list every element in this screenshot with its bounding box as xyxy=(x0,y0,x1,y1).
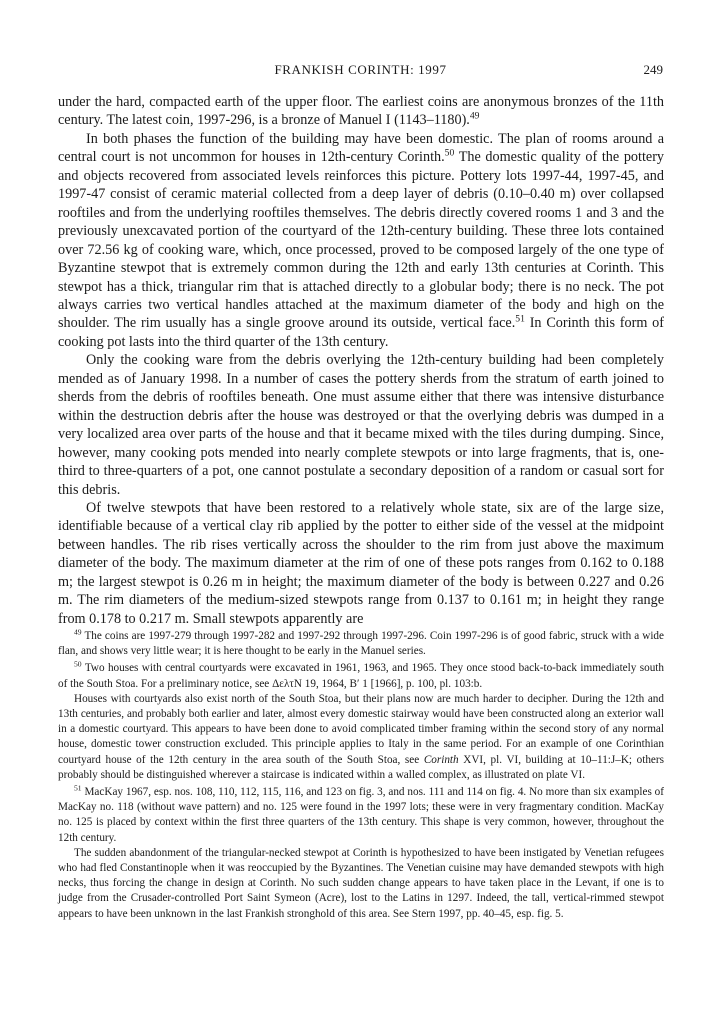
paragraph: In both phases the function of the building may have been domestic. The plan of rooms around a central court is not uncommon for houses in 12th-century Corinth.$^{50}$ The domestic quality of the pottery and objects recovered from associated levels reinforces this picture. Pottery lots 1997-44, 1997-45, and 1997-47 consist of ceramic material collected from a deep layer of debris (0.10–0.40 m) over collapsed rooftiles and from the underlying rooftiles themselves. The debris directly covered rooms 1 and 3 and the previously unexcavated portion of the courtyard of the 12th-century building. These three lots contained over 72.56 kg of cooking ware, which, once processed, proved to be composed largely of the one type of Byzantine stewpot that is extremely common during the 12th and early 13th centuries at Corinth. This stewpot has a thick, triangular rim that is attached directly to a globular body; there is no neck. The pot always carries two vertical handles attached at the maximum diameter of the body and high on the shoulder. The rim usually has a single groove around its outside, vertical face.$^{51}$ In Corinth this form of cooking pot lasts into the third quarter of the 13th century. xyxy=(58,130,665,350)
footnote-ref: 49 xyxy=(469,110,480,122)
footnote-49: $^{49}$ The coins are 1997-279 through 1997-282 and 1997-292 through 1997-296. Coin 1997-296 is of good fabric, struck with a wide flan, and shows very little wear; it is here thought to be early in the Manuel series. xyxy=(58,627,664,658)
footnote-51-continued: The sudden abandonment of the triangular-necked stewpot at Corinth is hypothesized to have been instigated by Venetian refugees who had fled Constantinople when it was reoccupied by the Byzantines. The Venetian cuisine may have demanded stewpots with high necks, thus forcing the change in design at Corinth. No such sudden change appears to have taken place in the Levant, if one is to judge from the Crusader-controlled Port Saint Symeon (Acre), lost to the Latins in 1297. Indeed, the tall, vertical-rimmed stewpot appears to have been unknown in the last Frankish stronghold of this area. See Stern 1997, pp. 40–45, esp. fig. 5. xyxy=(58,846,664,920)
running-header xyxy=(58,62,663,82)
running-title: FRANKISH CORINTH: 1997 xyxy=(274,62,447,77)
footnote-51: $^{51}$ MacKay 1967, esp. nos. 108, 110, 112, 115, 116, and 123 on fig. 3, and nos. 111 and 114 on fig. 4. No more than six examples of MacKay no. 118 (without wave pattern) and no. 125 were found in the 1997 lots; these were in very fragmentary condition. MacKay no. 125 is placed by context within the first three quarters of the 13th century. This shape is very common, however, throughout the 12th century. xyxy=(58,783,664,844)
footnote-50-continued: Houses with courtyards also exist north of the South Stoa, but their plans now are much harder to decipher. During the 12th and 13th centuries, and probably both earlier and later, almost every domestic stairway would have been constructed along an exterior wall in a domestic courtyard. This appears to have been done to avoid complicated timber framing within the second story of any normal house, domestic tower construction excluded. This principle applies to Italy in the same period. For an example of one Corinthian courtyard house of the 12th century in the area south of the South Stoa, see Corinth XVI, pl. VI, building at 10–11:J–K; others probably should be distinguished wherever a staircase is indicated within a walled complex, as illustrated on plate VI. xyxy=(58,692,664,781)
footnote-ref: 51 xyxy=(515,313,525,325)
paragraph: under the hard, compacted earth of the upper floor. The earliest coins are anonymous bronzes of the 11th century. The latest coin, 1997-296, is a bronze of Manuel I (1143–1180).$^{49}$ xyxy=(58,94,664,129)
body-text xyxy=(58,93,664,628)
paragraph: Of twelve stewpots that have been restored to a relatively whole state, six are of the large size, identifiable because of a vertical clay rib applied by the potter to either side of the vessel at the midpoint between handles. The rib rises vertically across the shoulder to the rim from just above the maximum diameter of the body. The maximum diameter at the rim of one of these pots ranges from 0.162 to 0.188 m; the largest stewpot is 0.26 m in height; the maximum diameter of the body is between 0.227 and 0.26 m. The rim diameters of the medium-sized stewpots range from 0.137 to 0.161 m; in height they range from 0.178 to 0.217 m. Small stewpots apparently are xyxy=(58,499,664,627)
footnote-50: $^{50}$ Two houses with central courtyards were excavated in 1961, 1963, and 1965. They once stood back-to-back immediately south of the South Stoa. For a preliminary notice, see ΔελτN 19, 1964, B′ 1 [1966], p. 100, pl. 103:b. xyxy=(58,659,664,690)
footnote-ref: 50 xyxy=(444,147,455,159)
footnotes xyxy=(58,629,664,922)
page-number: 249 xyxy=(643,62,663,77)
paragraph: Only the cooking ware from the debris overlying the 12th-century building had been completely mended as of January 1998. In a number of cases the pottery sherds from the stratum of earth joined to sherds from the debris of rooftiles beneath. One must assume either that there was intensive disturbance within the destruction debris after the house was destroyed or that the overlying debris was dumped in a very localized area over parts of the house and that it became mixed with the tiles during dumping. Since, however, many cooking pots mended into nearly complete stewpots or into large fragments, that is, one-third to three-quarters of a pot, one cannot postulate a secondary deposition of a random or casual sort for this debris. xyxy=(58,352,664,498)
